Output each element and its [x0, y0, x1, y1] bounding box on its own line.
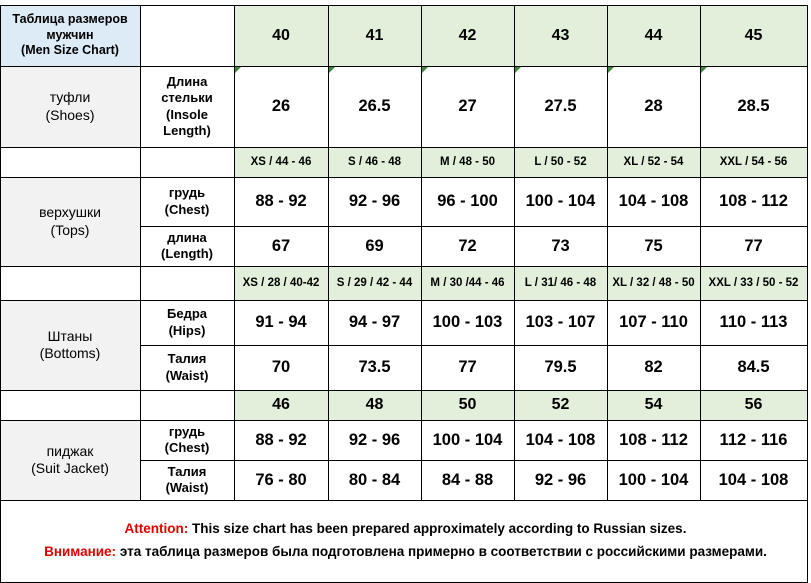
bottoms-value-cell: [234, 345, 328, 390]
category-label-line: пиджак: [46, 442, 94, 459]
jacket-size-label: 46: [272, 396, 290, 413]
jacket-size-header: [328, 390, 421, 420]
category-label-line: (Tops): [50, 221, 90, 238]
jacket-value: 92 - 96: [534, 470, 587, 489]
tops-value: 72: [458, 236, 477, 255]
bottoms-value-cell: [328, 300, 421, 345]
measure-label-line: стельки: [161, 90, 213, 106]
bottoms-value: 79.5: [544, 358, 577, 377]
measure-label-line: (Chest): [164, 201, 210, 217]
bottoms-size-header: [328, 266, 421, 300]
shoe-value: 26.5: [358, 97, 391, 116]
tops-value-cell: [514, 226, 607, 266]
tops-size-label: XS / 44 - 46: [250, 155, 312, 168]
grid-col-line: [234, 5, 235, 501]
shoe-value-cell: [328, 66, 421, 147]
frame-line: [807, 500, 808, 583]
tops-size-label: M / 48 - 50: [440, 155, 495, 168]
jacket-measure-label: [140, 420, 234, 460]
shoe-size-label: 42: [458, 26, 477, 44]
shoe-size-header: [328, 5, 421, 66]
jacket-size-label: 52: [551, 396, 570, 413]
jacket-value: 80 - 84: [348, 470, 401, 489]
shoe-size-header: [700, 5, 807, 66]
shoe-value: 28: [644, 97, 663, 116]
category-label-line: верхушки: [39, 204, 101, 220]
bottoms-size-label: XXL / 33 / 50 - 52: [708, 276, 799, 289]
jacket-value: 76 - 80: [255, 470, 307, 489]
comment-marker-icon: [515, 67, 521, 73]
tops-size-label: XL / 52 - 54: [623, 155, 684, 168]
shoe-value-cell: [514, 66, 607, 147]
tops-size-header: [234, 147, 328, 177]
bottoms-value-cell: [514, 345, 607, 390]
jacket-size-header: [514, 390, 607, 420]
shoe-size-header: [607, 5, 700, 66]
comment-marker-icon: [329, 67, 335, 73]
grid-row-line: [0, 300, 808, 301]
bottoms-header-blank-label: [140, 266, 234, 300]
shoe-size-label: 40: [272, 26, 290, 44]
shoe-value-cell: [607, 66, 700, 147]
attention-text: This size chart has been prepared approximately according to Russian sizes.: [188, 521, 687, 536]
tops-size-header: [607, 147, 700, 177]
bottoms-value: 94 - 97: [348, 313, 401, 332]
shoe-size-label: 45: [744, 26, 763, 44]
attention-label: Attention:: [124, 521, 189, 536]
bottoms-value-cell: [607, 345, 700, 390]
tops-value: 67: [271, 236, 291, 255]
bottoms-value-cell: [421, 345, 514, 390]
bottoms-value: 73.5: [358, 358, 391, 377]
tops-size-label: L / 50 - 52: [534, 155, 587, 168]
bottoms-value-cell: [607, 300, 700, 345]
tops-header-blank-label: [140, 147, 234, 177]
grid-row-line: [140, 460, 808, 461]
shoe-value: 27: [458, 97, 477, 116]
category-label-line: (Bottoms): [39, 345, 101, 361]
jacket-size-header: [234, 390, 328, 420]
tops-measure-label: [140, 226, 234, 266]
bottoms-header-blank-cat: [0, 266, 140, 300]
tops-value: 75: [644, 236, 663, 255]
chart-title-line: (Men Size Chart): [21, 43, 119, 58]
bottoms-size-label: XL / 32 / 48 - 50: [612, 276, 695, 289]
bottoms-value: 84.5: [737, 358, 770, 377]
jacket-measure-label: [140, 460, 234, 500]
tops-value: 92 - 96: [348, 192, 401, 211]
jacket-value: 100 - 104: [618, 470, 689, 489]
measure-label-line: Талия: [167, 463, 207, 479]
grid-row-line: [0, 5, 808, 6]
category-bottoms: [0, 300, 140, 390]
comment-marker-icon: [235, 67, 241, 73]
measure-label-line: (Waist): [165, 367, 209, 383]
measure-label-line: (Insole: [166, 106, 208, 122]
category-label-line: (Suit Jacket): [31, 460, 109, 476]
tops-value: 77: [744, 236, 763, 255]
chart-title: [0, 5, 140, 66]
bottoms-size-label: M / 30 /44 - 46: [430, 276, 505, 289]
shoe-value-cell: [700, 66, 807, 147]
bottoms-size-header: [234, 266, 328, 300]
measure-label-line: Length): [163, 122, 211, 138]
tops-measure-label: [140, 177, 234, 226]
tops-value-cell: [234, 226, 328, 266]
measure-label-line: грудь: [168, 185, 206, 201]
comment-marker-icon: [608, 67, 614, 73]
tops-header-blank-cat: [0, 147, 140, 177]
jacket-size-label: 48: [365, 396, 384, 413]
jacket-value-cell: [514, 420, 607, 460]
bottoms-value: 103 - 107: [525, 313, 596, 332]
bottoms-value: 82: [644, 358, 663, 377]
tops-value-cell: [700, 226, 807, 266]
jacket-value-cell: [234, 460, 328, 500]
shoe-size-header: [421, 5, 514, 66]
grid-row-line: [0, 500, 808, 501]
bottoms-size-header: [421, 266, 514, 300]
notice-english: [0, 521, 811, 536]
tops-value: 88 - 92: [255, 192, 307, 211]
category-label-line: Штаны: [47, 327, 93, 344]
bottoms-value: 110 - 113: [719, 313, 788, 332]
jacket-value-cell: [328, 420, 421, 460]
grid-row-line: [0, 390, 808, 391]
tops-size-header: [700, 147, 807, 177]
measure-label-line: (Hips): [168, 322, 206, 338]
measure-label-line: (Length): [161, 246, 213, 261]
bottoms-value-cell: [700, 345, 807, 390]
jacket-size-header: [607, 390, 700, 420]
jacket-size-header: [700, 390, 807, 420]
tops-size-label: S / 46 - 48: [347, 155, 402, 168]
bottoms-size-header: [700, 266, 807, 300]
shoe-size-label: 44: [644, 26, 663, 44]
notice-russian: [0, 544, 811, 559]
comment-marker-icon: [701, 67, 707, 73]
tops-value: 96 - 100: [437, 192, 498, 211]
shoe-value-cell: [234, 66, 328, 147]
measure-label-line: Бедра: [167, 306, 207, 322]
bottoms-size-label: L / 31/ 46 - 48: [524, 276, 597, 289]
tops-value-cell: [234, 177, 328, 226]
category-label-line: туфли: [49, 89, 91, 105]
grid-row-line: [0, 147, 808, 148]
bottoms-value-cell: [514, 300, 607, 345]
grid-col-line: [807, 5, 808, 501]
grid-col-line: [700, 5, 701, 501]
bottoms-value-cell: [421, 300, 514, 345]
grid-row-line: [0, 66, 808, 67]
category-jacket: [0, 420, 140, 500]
jacket-value: 100 - 104: [432, 430, 503, 449]
tops-size-header: [514, 147, 607, 177]
shoe-size-label: 41: [365, 26, 384, 44]
bottoms-value: 70: [271, 358, 291, 377]
grid-col-line: [421, 5, 422, 501]
jacket-value: 88 - 92: [255, 430, 307, 449]
shoe-value: 27.5: [544, 97, 577, 116]
jacket-value-cell: [421, 460, 514, 500]
title-spacer: [140, 5, 234, 66]
shoe-size-label: 43: [551, 26, 570, 44]
tops-size-label: XXL / 54 - 56: [719, 155, 788, 168]
grid-col-line: [328, 5, 329, 501]
tops-size-header: [328, 147, 421, 177]
measure-label-line: длина: [167, 229, 207, 245]
bottoms-value: 107 - 110: [619, 313, 688, 332]
grid-row-line: [0, 266, 808, 267]
jacket-value-cell: [234, 420, 328, 460]
tops-value: 108 - 112: [719, 192, 788, 211]
bottoms-size-header: [607, 266, 700, 300]
vnimanie-text: эта таблица размеров была подготовлена примерно в соответствии с российскими размерами.: [116, 544, 767, 559]
shoe-value: 26: [271, 97, 291, 116]
tops-value-cell: [421, 226, 514, 266]
tops-size-header: [421, 147, 514, 177]
grid-row-line: [140, 345, 808, 346]
measure-label-line: Длина: [166, 74, 208, 89]
tops-value: 100 - 104: [525, 192, 596, 211]
grid-col-line: [0, 5, 1, 501]
tops-value-cell: [421, 177, 514, 226]
frame-line: [0, 500, 1, 583]
grid-col-line: [607, 5, 608, 501]
tops-value: 73: [551, 236, 570, 255]
jacket-value-cell: [421, 420, 514, 460]
jacket-size-header: [421, 390, 514, 420]
measure-insole-length: [140, 66, 234, 147]
bottoms-value-cell: [328, 345, 421, 390]
chart-title-line: мужчин: [46, 27, 94, 42]
shoe-size-header: [514, 5, 607, 66]
jacket-value-cell: [607, 460, 700, 500]
grid-col-line: [140, 5, 141, 501]
shoe-value-cell: [421, 66, 514, 147]
jacket-value: 108 - 112: [619, 430, 688, 449]
jacket-size-label: 50: [458, 396, 477, 413]
measure-label-line: (Waist): [165, 480, 209, 495]
bottoms-value-cell: [700, 300, 807, 345]
grid-row-line: [140, 226, 808, 227]
vnimanie-label: Внимание:: [44, 544, 117, 559]
bottoms-value: 91 - 94: [255, 313, 307, 332]
jacket-value-cell: [328, 460, 421, 500]
tops-value-cell: [607, 177, 700, 226]
tops-value: 104 - 108: [618, 192, 689, 211]
comment-marker-icon: [422, 67, 428, 73]
jacket-value-cell: [607, 420, 700, 460]
jacket-header-blank-cat: [0, 390, 140, 420]
jacket-value: 92 - 96: [348, 430, 401, 449]
jacket-value: 104 - 108: [525, 430, 596, 449]
measure-label-line: Талия: [167, 351, 207, 367]
shoe-value: 28.5: [737, 97, 770, 116]
bottoms-size-header: [514, 266, 607, 300]
tops-value-cell: [514, 177, 607, 226]
bottoms-size-label: XS / 28 / 40-42: [242, 276, 320, 289]
grid-col-line: [514, 5, 515, 501]
grid-row-line: [0, 420, 808, 421]
jacket-header-blank-label: [140, 390, 234, 420]
chart-title-line: Таблица размеров: [12, 12, 128, 27]
jacket-value: 84 - 88: [441, 470, 494, 489]
tops-value-cell: [607, 226, 700, 266]
category-shoes: [0, 66, 140, 147]
shoe-size-header: [234, 5, 328, 66]
measure-label-line: (Chest): [164, 440, 210, 455]
category-label-line: (Shoes): [45, 106, 95, 123]
bottoms-value: 77: [458, 358, 477, 377]
tops-value-cell: [328, 177, 421, 226]
bottoms-measure-label: [140, 300, 234, 345]
bottoms-size-label: S / 29 / 42 - 44: [336, 276, 413, 289]
grid-row-line: [0, 177, 808, 178]
tops-value-cell: [700, 177, 807, 226]
jacket-value-cell: [700, 420, 807, 460]
bottoms-value-cell: [234, 300, 328, 345]
jacket-value-cell: [700, 460, 807, 500]
jacket-size-label: 54: [644, 396, 663, 413]
jacket-value-cell: [514, 460, 607, 500]
category-tops: [0, 177, 140, 266]
bottoms-value: 100 - 103: [432, 313, 503, 332]
tops-value: 69: [365, 236, 384, 255]
measure-label-line: грудь: [168, 423, 206, 439]
tops-value-cell: [328, 226, 421, 266]
jacket-size-label: 56: [744, 396, 763, 413]
jacket-value: 104 - 108: [718, 470, 789, 489]
jacket-value: 112 - 116: [719, 430, 788, 449]
bottoms-measure-label: [140, 345, 234, 390]
